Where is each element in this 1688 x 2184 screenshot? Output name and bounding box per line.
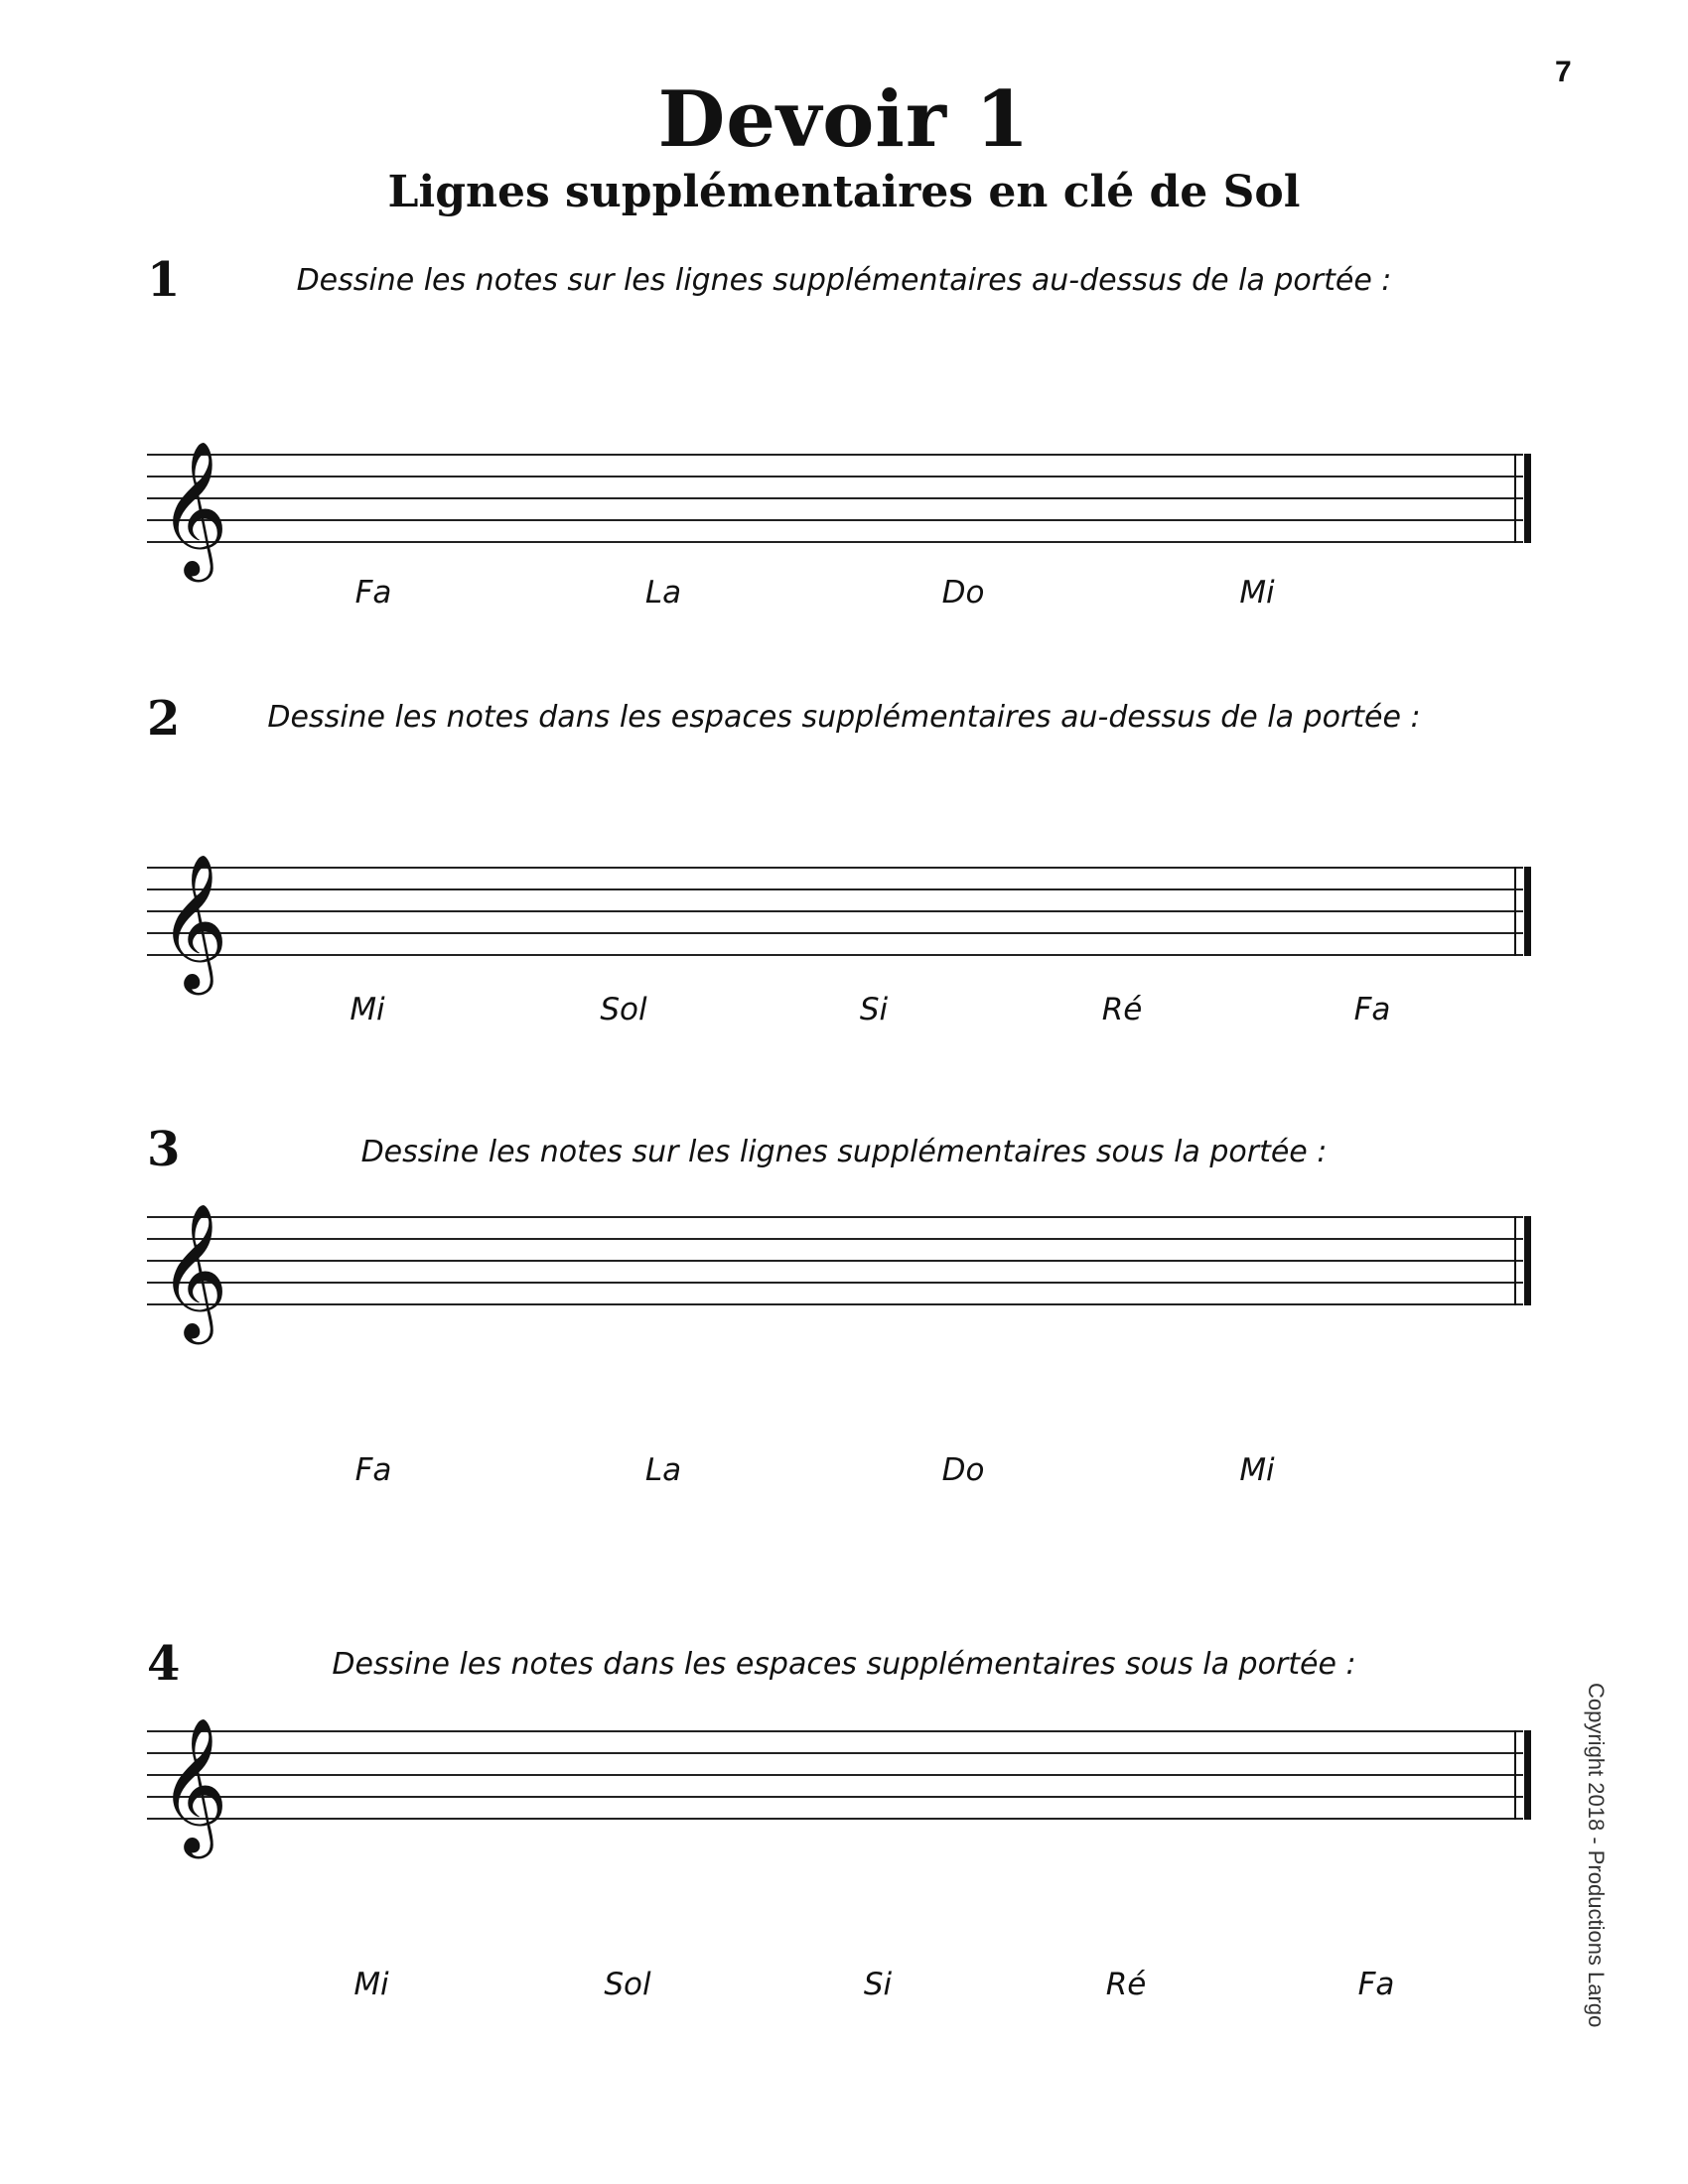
staff-lines: [147, 1217, 1523, 1304]
note-label: La: [644, 1452, 682, 1488]
exercise-instruction: Dessine les notes dans les espaces supplémentaires sous la portée :: [332, 1647, 1356, 1682]
exercise-number: 3: [147, 1122, 181, 1177]
note-label: Si: [859, 992, 889, 1027]
note-label: Fa: [354, 575, 392, 611]
treble-clef-icon: [159, 1715, 228, 1858]
staff-lines: [147, 455, 1523, 542]
page-number: 7: [1555, 56, 1572, 88]
note-label: Mi: [1239, 575, 1275, 611]
note-label: Sol: [600, 992, 647, 1027]
note-label: Fa: [354, 1452, 392, 1488]
exercise-instruction: Dessine les notes sur les lignes supplémentaires sous la portée :: [360, 1135, 1328, 1169]
page-title: Devoir 1: [657, 74, 1031, 165]
note-label: La: [644, 575, 682, 611]
note-label: Ré: [1105, 1967, 1147, 2002]
svg-text:𝄞: 𝄞: [159, 852, 228, 989]
staff-lines: [147, 868, 1523, 955]
note-label: Ré: [1101, 992, 1143, 1027]
note-label: Fa: [1357, 1967, 1395, 2002]
page-subtitle: Lignes supplémentaires en clé de Sol: [387, 167, 1301, 217]
treble-clef-icon: [159, 1201, 228, 1344]
note-label: Do: [941, 575, 985, 611]
svg-text:𝄞: 𝄞: [159, 1715, 228, 1852]
note-label: Mi: [353, 1967, 389, 2002]
exercise-instruction: Dessine les notes dans les espaces supplémentaires au-dessus de la portée :: [267, 700, 1421, 735]
treble-clef-icon: [159, 852, 228, 995]
note-label: Do: [941, 1452, 985, 1488]
staff-lines: [147, 1731, 1523, 1819]
exercise-number: 2: [147, 691, 181, 747]
svg-text:𝄞: 𝄞: [159, 439, 228, 576]
svg-text:𝄞: 𝄞: [159, 1201, 228, 1338]
note-label: Sol: [604, 1967, 651, 2002]
note-label: Si: [863, 1967, 893, 2002]
exercise-instruction: Dessine les notes sur les lignes supplémentaires au-dessus de la portée :: [296, 263, 1392, 298]
note-label: Mi: [350, 992, 385, 1027]
note-label: Fa: [1353, 992, 1391, 1027]
music-staff[interactable]: [147, 1199, 1537, 1368]
music-staff[interactable]: [147, 1713, 1537, 1882]
note-label: Mi: [1239, 1452, 1275, 1488]
treble-clef-icon: [159, 439, 228, 582]
copyright-notice: Copyright 2018 - Productions Largo: [1584, 1683, 1609, 2028]
exercise-number: 4: [147, 1636, 181, 1692]
exercise-number: 1: [147, 252, 181, 308]
